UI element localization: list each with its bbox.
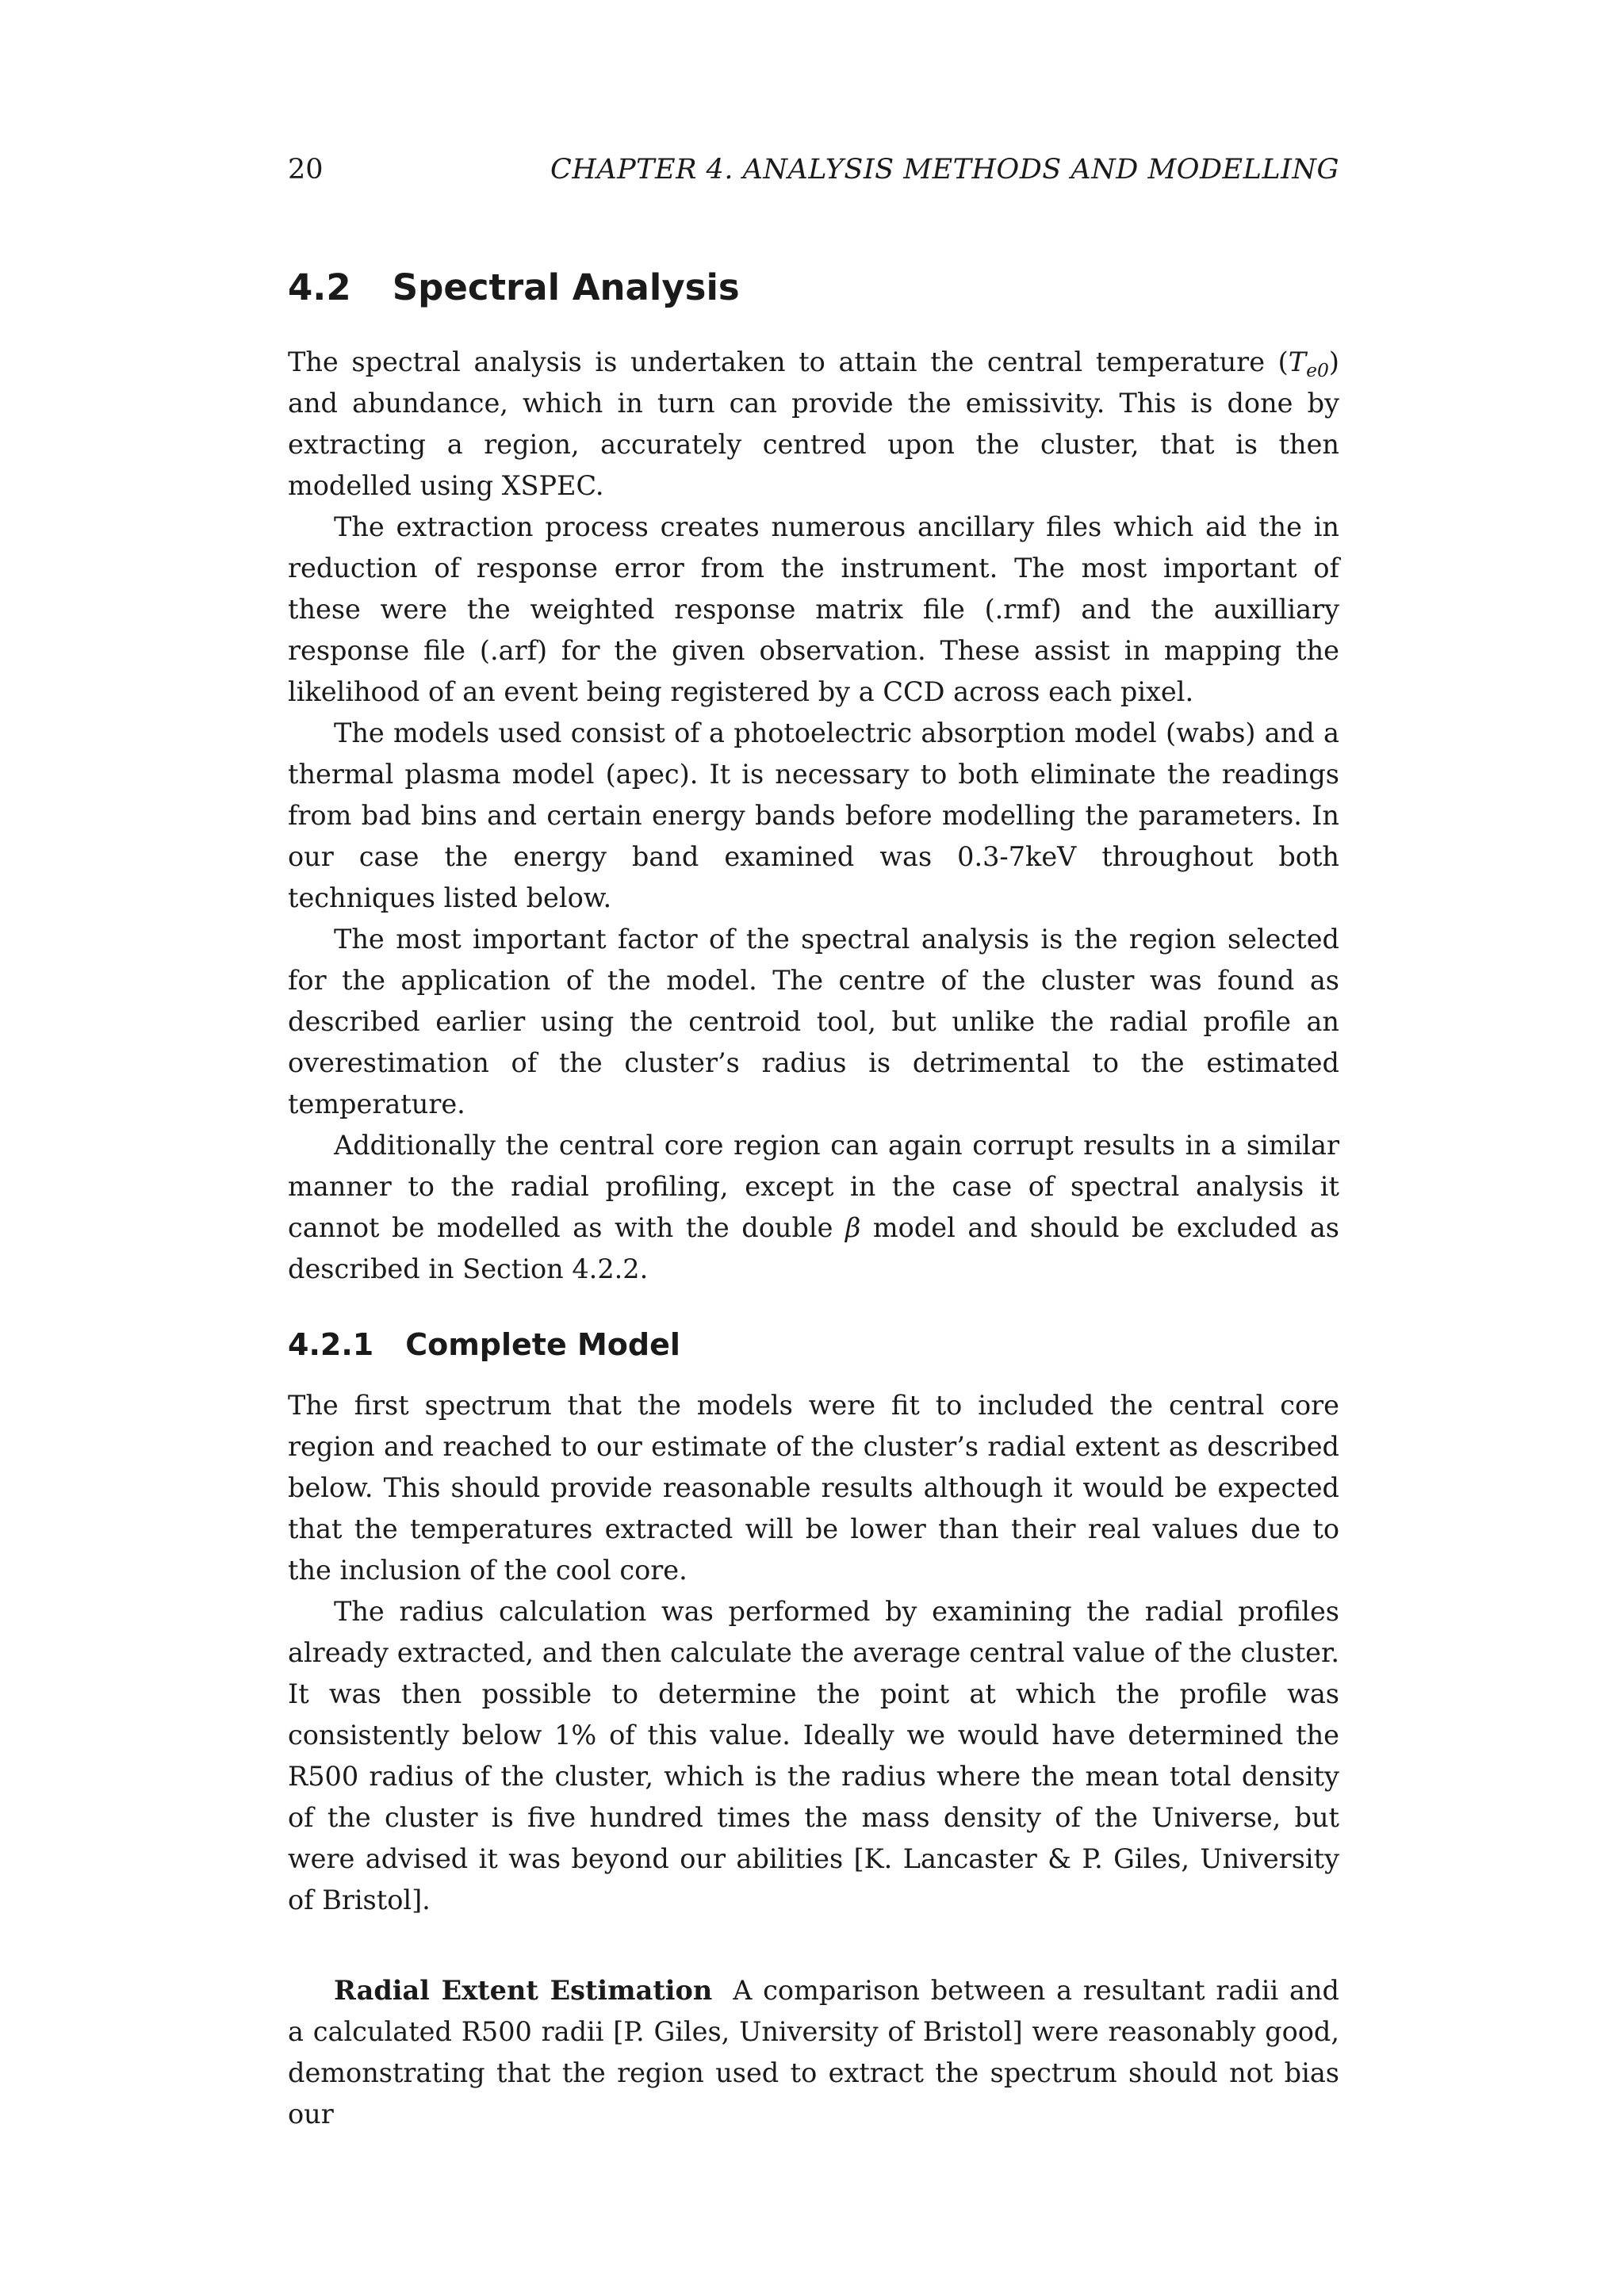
page-number: 20 — [288, 154, 324, 186]
chapter-title: CHAPTER 4. ANALYSIS METHODS AND MODELLING — [550, 154, 1339, 186]
running-header — [288, 151, 1339, 189]
subsection-paragraph-1: The first spectrum that the models were fit to included the central core region and reached to our estimate of the cluster’s radial extent as described below. This should provide reasonable results although it would be expected that the temperatures extracted will be lower than their real values due to the inclusion of the cool core. — [288, 1390, 1339, 1586]
section-number: 4.2 — [288, 266, 351, 308]
temperature-subscript: e0 — [1306, 359, 1329, 382]
temperature-symbol: T — [1288, 346, 1307, 377]
section-paragraph-3: The models used consist of a photoelectric absorption model (wabs) and a thermal plasma model (apec). It is necessary to both eliminate the readings from bad bins and certain energy bands before modelling the parameters. In our case the energy band examined was 0.3-7keV throughout both techniques listed below. — [288, 718, 1339, 913]
section-paragraph-4: The most important factor of the spectral analysis is the region selected for the application of the model. The centre of the cluster was found as described earlier using the centroid tool, but unlike the radial profile an overestimation of the cluster’s radius is detrimental to the estimated temperature. — [288, 924, 1339, 1119]
subsection-title: Complete Model — [405, 1327, 680, 1362]
paragraph-text: Additionally the central core region can again corrupt results in a similar manner to the radial profiling, except in the case of spectral analysis it cannot be modelled as with the double — [288, 1130, 1339, 1243]
section-paragraph-2: The extraction process creates numerous ancillary files which aid the in reduction of response error from the instrument. The most important of these were the weighted response matrix file (.rmf) and the auxilliary response file (.arf) for the given observation. These assist in mapping the likelihood of an event being registered by a CCD across each pixel. — [288, 511, 1339, 707]
page — [288, 151, 1339, 2135]
section-paragraph-5 — [288, 1125, 1339, 1290]
paragraph-text: ) and abundance, which in turn can provide the emissivity. This is done by extracting a region, accurately centred upon the cluster, that is then modelled using XSPEC. — [288, 346, 1339, 501]
subsection-number: 4.2.1 — [288, 1327, 374, 1362]
section-title: Spectral Analysis — [392, 266, 740, 308]
section-paragraph-1 — [288, 342, 1339, 507]
paragraph-text: A comparison between a resultant radii and a calculated R500 radii [P. Giles, University of Bristol] were reasonably good, demonstrating that the region used to extract the spectrum should not bias our — [288, 1975, 1339, 2130]
paragraph-heading: Radial Extent Estimation — [334, 1975, 713, 2006]
paragraph-text: The spectral analysis is undertaken to attain the central temperature ( — [288, 346, 1289, 377]
section-heading — [288, 264, 1339, 312]
subsection-paragraph-2: The radius calculation was performed by examining the radial profiles already extracted, and then calculate the average central value of the cluster. It was then possible to determine the point at which the profile was consistently below 1% of this value. Ideally we would have determined the R500 radius of the cluster, which is the radius where the mean total density of the cluster is five hundred times the mass density of the Universe, but were advised it was beyond our abilities [K. Lancaster & P. Giles, University of Bristol]. — [288, 1596, 1339, 1915]
paragraph-text: model and should be excluded as described in Section 4.2.2. — [288, 1212, 1339, 1284]
radial-extent-paragraph — [288, 1970, 1339, 2135]
subsection-heading — [288, 1325, 1339, 1364]
beta-symbol: β — [845, 1212, 861, 1243]
